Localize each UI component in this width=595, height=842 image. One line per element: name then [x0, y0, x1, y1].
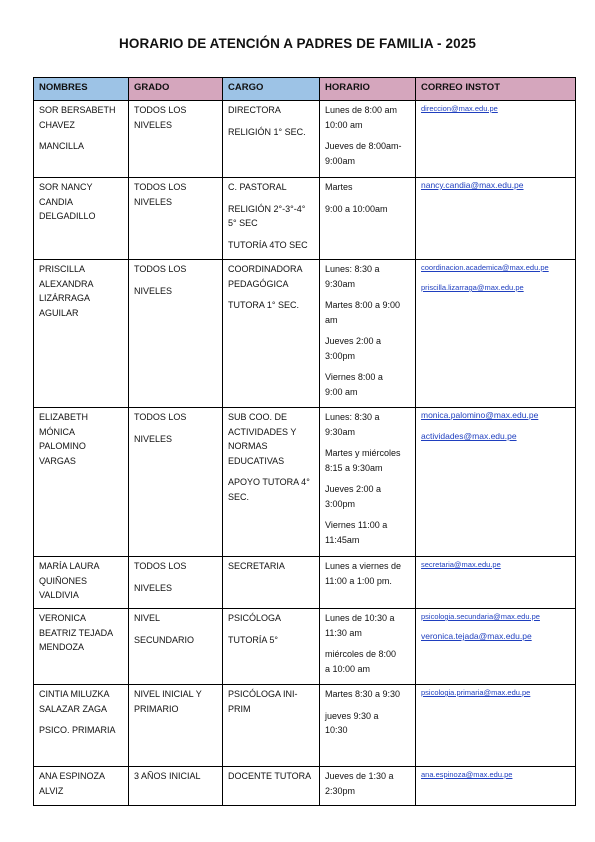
table-row: [34, 260, 576, 408]
email-link[interactable]: actividades@max.edu.pe: [421, 431, 517, 441]
horario-cell: [320, 557, 416, 609]
grado-text: NIVELES: [134, 285, 173, 296]
cargo-cell: [223, 260, 320, 408]
table-row: [34, 685, 576, 767]
nombre-cell: [34, 557, 129, 609]
nombre-cell: [34, 101, 129, 178]
header-grado: GRADO: [129, 78, 223, 101]
cargo-cell: [223, 408, 320, 557]
schedule-table: [33, 77, 576, 806]
correo-cell: [416, 685, 576, 767]
nombre-text: CINTIA MILUZKA SALAZAR ZAGA: [39, 689, 110, 714]
horario-text: Lunes a viernes de 11:00 a 1:00 pm.: [325, 561, 402, 586]
horario-cell: [320, 767, 416, 806]
nombre-text: SOR NANCY CANDIA DELGADILLO: [39, 182, 96, 221]
correo-cell: [416, 178, 576, 260]
horario-text: Viernes 8:00 a 9:00 am: [325, 372, 383, 397]
email-link[interactable]: direccion@max.edu.pe: [421, 104, 498, 113]
email-link[interactable]: priscilla.lizarraga@max.edu.pe: [421, 283, 524, 292]
cargo-text: TUTORA 1° SEC.: [228, 300, 299, 310]
cargo-text: TUTORÍA 5°: [228, 634, 278, 645]
grado-text: 3 AÑOS INICIAL: [134, 771, 201, 781]
grado-text: TODOS LOS NIVELES: [134, 105, 187, 130]
grado-text: TODOS LOS NIVELES: [134, 182, 187, 207]
grado-text: NIVEL: [134, 613, 161, 623]
horario-text: Jueves 2:00 a 3:00pm: [325, 484, 382, 509]
horario-text: Jueves de 1:30 a 2:30pm: [325, 771, 394, 796]
horario-text: Martes y miércoles 8:15 a 9:30am: [325, 448, 401, 473]
nombre-cell: [34, 767, 129, 806]
grado-cell: [129, 685, 223, 767]
nombre-text: ELIZABETH MÓNICA PALOMINO VARGAS: [39, 412, 89, 466]
horario-cell: [320, 609, 416, 685]
horario-cell: [320, 101, 416, 178]
email-link[interactable]: nancy.candia@max.edu.pe: [421, 180, 524, 190]
horario-text: Lunes de 8:00 am 10:00 am: [325, 105, 398, 130]
grado-cell: [129, 408, 223, 557]
header-correo: CORREO INSTOT: [416, 78, 576, 101]
horario-text: Lunes de 10:30 a 11:30 am: [325, 613, 395, 638]
table-row: [34, 767, 576, 806]
grado-text: TODOS LOS: [134, 264, 187, 274]
nombre-text: PSICO. PRIMARIA: [39, 725, 116, 735]
grado-cell: [129, 767, 223, 806]
table-row: [34, 609, 576, 685]
cargo-text: RELIGIÓN 1° SEC.: [228, 126, 306, 137]
cargo-text: COORDINADORA PEDAGÓGICA: [228, 264, 303, 289]
grado-cell: [129, 260, 223, 408]
grado-text: NIVELES: [134, 582, 173, 593]
cargo-cell: [223, 101, 320, 178]
cargo-text: SUB COO. DE ACTIVIDADES Y NORMAS EDUCATIVAS: [228, 412, 297, 466]
horario-text: Martes 8:30 a 9:30: [325, 689, 401, 699]
nombre-cell: [34, 178, 129, 260]
correo-cell: [416, 609, 576, 685]
nombre-cell: [34, 609, 129, 685]
grado-text: TODOS LOS: [134, 412, 187, 422]
cargo-cell: [223, 685, 320, 767]
table-body: [34, 101, 576, 806]
grado-cell: [129, 101, 223, 178]
horario-text: 9:00 a 10:00am: [325, 203, 388, 214]
header-cargo: CARGO: [223, 78, 320, 101]
nombre-text: ANA ESPINOZA ALVIZ: [39, 771, 106, 796]
table-row: [34, 557, 576, 609]
cargo-cell: [223, 557, 320, 609]
horario-cell: [320, 260, 416, 408]
horario-text: Lunes: 8:30 a 9:30am: [325, 412, 380, 437]
horario-cell: [320, 178, 416, 260]
grado-cell: [129, 557, 223, 609]
horario-text: Martes 8:00 a 9:00 am: [325, 300, 401, 325]
horario-text: Martes: [325, 182, 353, 192]
correo-cell: [416, 260, 576, 408]
nombre-text: SOR BERSABETH CHAVEZ: [39, 105, 116, 130]
grado-cell: [129, 609, 223, 685]
horario-text: Jueves 2:00 a 3:00pm: [325, 336, 382, 361]
cargo-text: PSICÓLOGA INI- PRIM: [228, 689, 298, 714]
table-row: [34, 178, 576, 260]
email-link[interactable]: coordinacion.academica@max.edu.pe: [421, 263, 549, 272]
cargo-cell: [223, 767, 320, 806]
correo-cell: [416, 557, 576, 609]
cargo-cell: [223, 609, 320, 685]
header-horario: HORARIO: [320, 78, 416, 101]
page-title: HORARIO DE ATENCIÓN A PADRES DE FAMILIA - 2025: [119, 36, 476, 51]
cargo-text: C. PASTORAL: [228, 182, 287, 192]
cargo-text: RELIGIÓN 2°-3°-4° 5° SEC: [228, 203, 306, 228]
grado-text: NIVELES: [134, 433, 173, 444]
correo-cell: [416, 767, 576, 806]
cargo-text: SECRETARIA: [228, 561, 285, 571]
grado-text: TODOS LOS: [134, 561, 187, 571]
grado-text: NIVEL INICIAL Y PRIMARIO: [134, 689, 202, 714]
cargo-cell: [223, 178, 320, 260]
email-link[interactable]: veronica.tejada@max.edu.pe: [421, 631, 532, 641]
cargo-text: APOYO TUTORA 4° SEC.: [228, 477, 310, 502]
email-link[interactable]: secretaria@max.edu.pe: [421, 560, 501, 569]
horario-text: miércoles de 8:00 a 10:00 am: [325, 649, 397, 674]
horario-cell: [320, 408, 416, 557]
table-header-row: [34, 78, 576, 101]
horario-text: Jueves de 8:00am- 9:00am: [325, 141, 402, 166]
correo-cell: [416, 408, 576, 557]
cargo-text: DIRECTORA: [228, 105, 281, 115]
grado-cell: [129, 178, 223, 260]
table-row: [34, 408, 576, 557]
nombre-text: MARÍA LAURA QUIÑONES VALDIVIA: [39, 561, 100, 600]
cargo-text: TUTORÍA 4TO SEC: [228, 239, 308, 250]
nombre-text: VERONICA BEATRIZ TEJADA MENDOZA: [39, 613, 114, 652]
email-link[interactable]: monica.palomino@max.edu.pe: [421, 410, 539, 420]
email-link[interactable]: psicologia.secundaria@max.edu.pe: [421, 612, 540, 621]
cargo-text: DOCENTE TUTORA: [228, 771, 312, 781]
header-nombres: NOMBRES: [34, 78, 129, 101]
nombre-text: MANCILLA: [39, 141, 85, 151]
nombre-cell: [34, 260, 129, 408]
horario-cell: [320, 685, 416, 767]
table-row: [34, 101, 576, 178]
cargo-text: PSICÓLOGA: [228, 613, 282, 623]
horario-text: Viernes 11:00 a 11:45am: [325, 520, 388, 545]
horario-text: Lunes: 8:30 a 9:30am: [325, 264, 380, 289]
email-link[interactable]: ana.espinoza@max.edu.pe: [421, 770, 513, 779]
correo-cell: [416, 101, 576, 178]
email-link[interactable]: psicologia.primaria@max.edu.pe: [421, 688, 531, 697]
nombre-cell: [34, 685, 129, 767]
grado-text: SECUNDARIO: [134, 634, 195, 645]
nombre-cell: [34, 408, 129, 557]
nombre-text: PRISCILLA ALEXANDRA LIZÁRRAGA AGUILAR: [39, 264, 94, 318]
horario-text: jueves 9:30 a 10:30: [325, 710, 379, 735]
